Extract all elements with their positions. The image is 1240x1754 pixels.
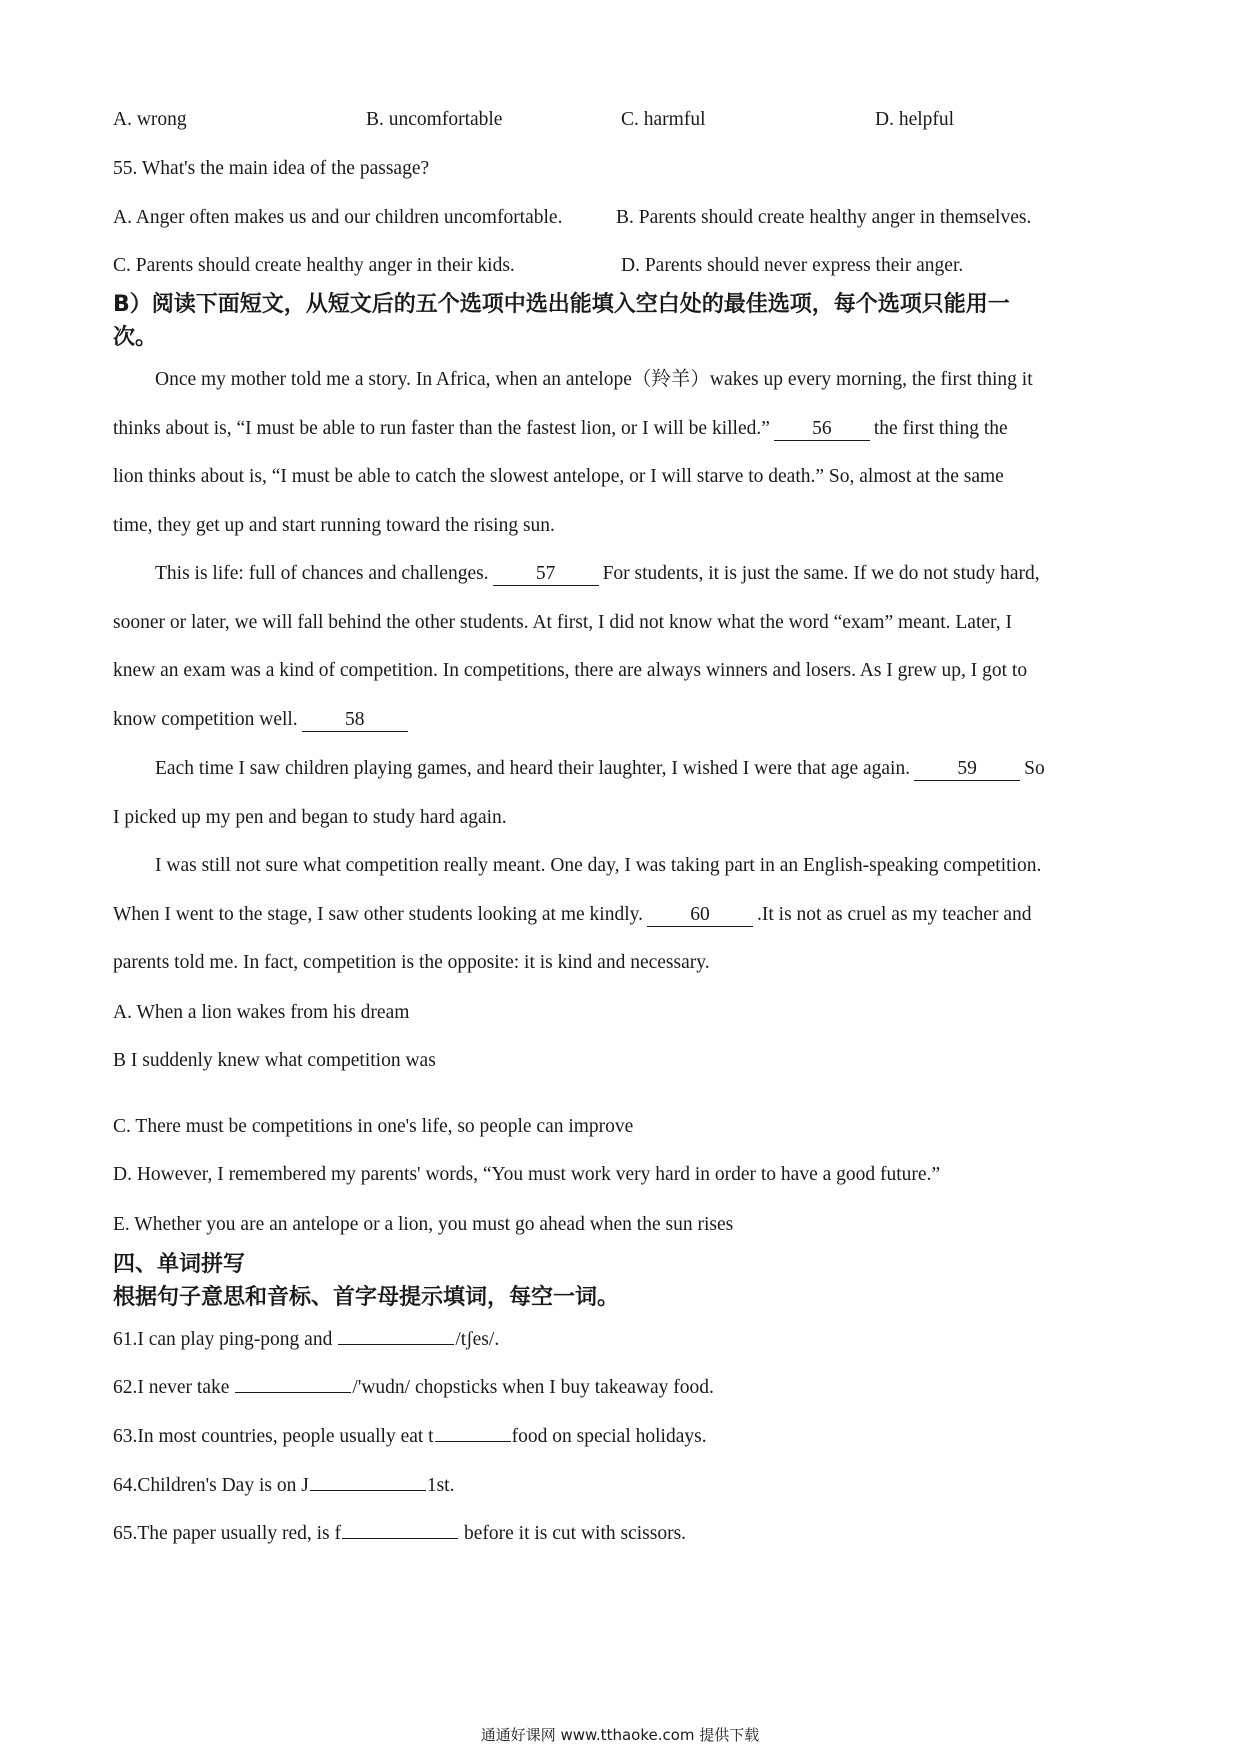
q54-option-a: A. wrong xyxy=(113,109,187,130)
passage-p1-line1: Once my mother told me a story. In Africa, when an antelope（羚羊）wakes up every morning, the first thing it xyxy=(155,369,1033,390)
passage-p2-line3: knew an exam was a kind of competition. In competitions, there are always winners and losers. As I grew up, I got to xyxy=(113,660,1028,681)
section-4-instruction: 根据句子意思和音标、首字母提示填词，每空一词。 xyxy=(113,1285,620,1310)
section-b-heading-line2: 次。 xyxy=(113,325,158,350)
passage-p2-line2: sooner or later, we will fall behind the other students. At first, I did not know what the word “exam” meant. Later, I xyxy=(113,612,1012,633)
q55-option-c: C. Parents should create healthy anger in their kids. xyxy=(113,255,515,276)
passage-p3-line1 xyxy=(155,756,1045,782)
spelling-text: 65.The paper usually red, is f xyxy=(113,1523,341,1544)
q55-option-d: D. Parents should never express their anger. xyxy=(621,255,964,276)
spelling-text: 1st. xyxy=(426,1475,455,1496)
passage-p1-line3: lion thinks about is, “I must be able to catch the slowest antelope, or I will starve to death.” So, almost at the same xyxy=(113,466,1004,487)
choice-a: A. When a lion wakes from his dream xyxy=(113,1002,410,1023)
passage-p1-line2 xyxy=(113,416,1008,442)
page-footer: 通通好课网 www.tthaoke.com 提供下载 xyxy=(480,1726,760,1744)
spelling-text: /tʃes/. xyxy=(455,1329,500,1350)
spelling-text: 63.In most countries, people usually eat t xyxy=(113,1426,434,1447)
spelling-text: /'wudn/ chopsticks when I buy takeaway food. xyxy=(352,1377,714,1398)
section-b-heading-line1: B）阅读下面短文，从短文后的五个选项中选出能填入空白处的最佳选项，每个选项只能用一 xyxy=(113,292,1010,317)
passage-p3-line2: I picked up my pen and began to study hard again. xyxy=(113,807,507,828)
passage-text: the first thing the xyxy=(873,418,1008,439)
spelling-item-65 xyxy=(113,1520,686,1547)
passage-text: .It is not as cruel as my teacher and xyxy=(757,904,1032,925)
passage-text: know competition well. xyxy=(113,709,298,730)
passage-text: Each time I saw children playing games, and heard their laughter, I wished I were that age again. xyxy=(155,758,911,779)
passage-p2-line4 xyxy=(113,707,412,733)
spelling-text: 64.Children's Day is on J xyxy=(113,1475,309,1496)
passage-p1-line4: time, they get up and start running toward the rising sun. xyxy=(113,515,555,536)
spelling-blank-62[interactable] xyxy=(235,1374,351,1393)
spelling-blank-64[interactable] xyxy=(310,1472,426,1491)
q54-option-d: D. helpful xyxy=(875,109,955,130)
spelling-item-62 xyxy=(113,1374,714,1401)
spelling-item-64 xyxy=(113,1472,454,1499)
q55-option-a: A. Anger often makes us and our children uncomfortable. xyxy=(113,207,563,228)
choice-e: E. Whether you are an antelope or a lion, you must go ahead when the sun rises xyxy=(113,1214,734,1235)
spelling-blank-61[interactable] xyxy=(338,1326,454,1345)
spelling-blank-65[interactable] xyxy=(342,1520,458,1539)
choice-d: D. However, I remembered my parents' words, “You must work very hard in order to have a good future.” xyxy=(113,1164,941,1185)
section-4-title: 四、单词拼写 xyxy=(113,1252,246,1277)
q54-option-b: B. uncomfortable xyxy=(366,109,503,130)
spelling-text: before it is cut with scissors. xyxy=(463,1523,687,1544)
blank-60[interactable]: 60 xyxy=(647,904,753,927)
q55-option-b: B. Parents should create healthy anger in themselves. xyxy=(616,207,1032,228)
passage-p4-line2 xyxy=(113,902,1032,928)
blank-58[interactable]: 58 xyxy=(302,709,408,732)
passage-text: When I went to the stage, I saw other students looking at me kindly. xyxy=(113,904,643,925)
spelling-item-63 xyxy=(113,1423,707,1450)
spelling-blank-63[interactable] xyxy=(435,1423,511,1442)
blank-57[interactable]: 57 xyxy=(493,563,599,586)
choice-c: C. There must be competitions in one's life, so people can improve xyxy=(113,1116,634,1137)
passage-p4-line3: parents told me. In fact, competition is the opposite: it is kind and necessary. xyxy=(113,952,710,973)
spelling-text: 61.I can play ping-pong and xyxy=(113,1329,333,1350)
q55-question: 55. What's the main idea of the passage? xyxy=(113,158,430,179)
spelling-text: food on special holidays. xyxy=(511,1426,707,1447)
spelling-item-61 xyxy=(113,1326,499,1353)
passage-text: This is life: full of chances and challenges. xyxy=(155,563,489,584)
passage-p2-line1 xyxy=(155,561,1040,587)
q54-option-c: C. harmful xyxy=(621,109,706,130)
choice-b: B I suddenly knew what competition was xyxy=(113,1050,436,1071)
blank-59[interactable]: 59 xyxy=(914,758,1020,781)
passage-p4-line1: I was still not sure what competition really meant. One day, I was taking part in an English-speaking competition. xyxy=(155,855,1042,876)
passage-text: For students, it is just the same. If we do not study hard, xyxy=(602,563,1040,584)
passage-text: thinks about is, “I must be able to run faster than the fastest lion, or I will be killed.” xyxy=(113,418,770,439)
blank-56[interactable]: 56 xyxy=(774,418,870,441)
spelling-text: 62.I never take xyxy=(113,1377,230,1398)
passage-text: So xyxy=(1024,758,1045,779)
